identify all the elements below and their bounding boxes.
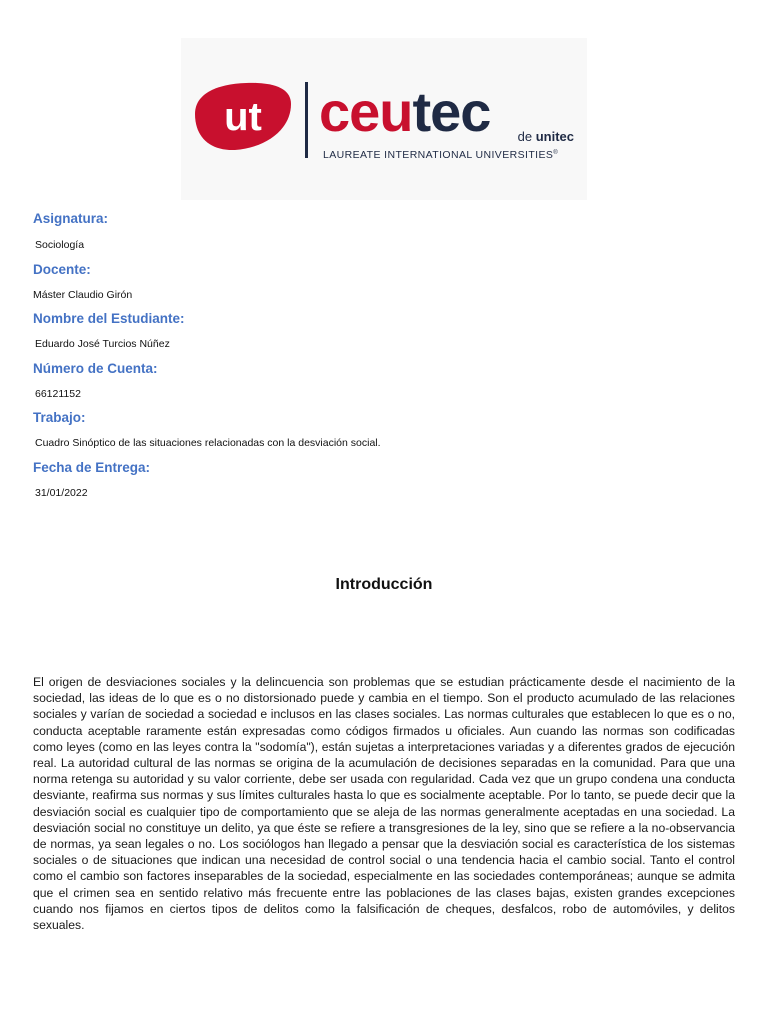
logo-brand-text bbox=[319, 80, 490, 143]
field-label-trabajo: Trabajo: bbox=[33, 410, 86, 425]
logo-sub-unitec: unitec bbox=[535, 129, 574, 144]
logo-sub-text bbox=[518, 129, 574, 144]
field-value-asignatura: Sociología bbox=[35, 239, 85, 251]
field-label-estudiante: Nombre del Estudiante: bbox=[33, 311, 185, 326]
logo-badge-text: ut bbox=[224, 95, 262, 139]
field-value-docente: Máster Claudio Girón bbox=[33, 289, 133, 301]
field-label-docente: Docente: bbox=[33, 262, 91, 277]
logo-tagline bbox=[323, 149, 558, 161]
logo-brand-tec: tec bbox=[412, 80, 491, 143]
ceutec-logo bbox=[181, 38, 587, 200]
field-value-cuenta: 66121152 bbox=[35, 388, 81, 400]
field-label-fecha: Fecha de Entrega: bbox=[33, 460, 151, 475]
logo-trademark: ® bbox=[553, 150, 559, 156]
field-label-cuenta: Número de Cuenta: bbox=[33, 361, 158, 376]
field-value-estudiante: Eduardo José Turcios Núñez bbox=[35, 338, 170, 350]
field-value-trabajo: Cuadro Sinóptico de las situaciones relacionadas con la desviación social. bbox=[35, 437, 381, 449]
ceutec-logo-graphic bbox=[181, 38, 587, 200]
logo-brand-ceu: ceu bbox=[319, 80, 413, 143]
field-label-asignatura: Asignatura: bbox=[33, 211, 109, 226]
logo-divider bbox=[305, 82, 308, 158]
intro-title: Introducción bbox=[335, 576, 433, 593]
logo-tagline-text: LAUREATE INTERNATIONAL UNIVERSITIES bbox=[323, 149, 554, 161]
field-value-fecha: 31/01/2022 bbox=[35, 487, 88, 499]
intro-body: El origen de desviaciones sociales y la delincuencia son problemas que se estudian prácticamente desde el nacimiento de la sociedad, las ideas de lo que es o no distorsionado puede y cambia en el tiempo. Son el producto acumulado de las relaciones sociales y varían de sociedad a sociedad e inclusos en las clases sociales. Las normas culturales que establecen lo que es o no, conducta aceptable raramente están expresadas como códigos firmados u oficiales. Aun cuando las normas son codificadas como leyes (como en las leyes contra la "sodomía"), están sujetas a interpretaciones variadas y a diferentes grados de ejecución real. La autoridad cultural de las normas se origina de la acumulación de decisiones separadas en la comunidad. Para que una norma retenga su autoridad y su valor corriente, debe ser usada con regularidad. Cada vez que un grupo condena una conducta desviante, reafirma sus normas y sus límites culturales hasta lo que es socialmente aceptable. Por lo tanto, se puede decir que la desviación social es cualquier tipo de comportamiento que se aleja de las normas generalmente aceptadas en una sociedad. La desviación social no constituye un delito, ya que éste se refiere a transgresiones de la ley, sino que se refiere a la no-observancia de normas, ya sean legales o no. Los sociólogos han llegado a pensar que la desviación social es característica de los sistemas sociales o de situaciones que indican una necesidad de control social o una tendencia hacia el cambio social. Tanto el control como el cambio son factores inseparables de la sociedad, especialmente en las sociedades contemporáneas; aunque se admita que el crimen sea en sentido relativo más frecuente entre las poblaciones de las clases bajas, existen grandes excepciones cuando nos fijamos en ciertos tipos de delitos como la falsificación de cheques, desfalcos, robo de automóviles, y delitos sexuales. bbox=[33, 675, 735, 933]
logo-sub-de: de bbox=[517, 129, 533, 144]
